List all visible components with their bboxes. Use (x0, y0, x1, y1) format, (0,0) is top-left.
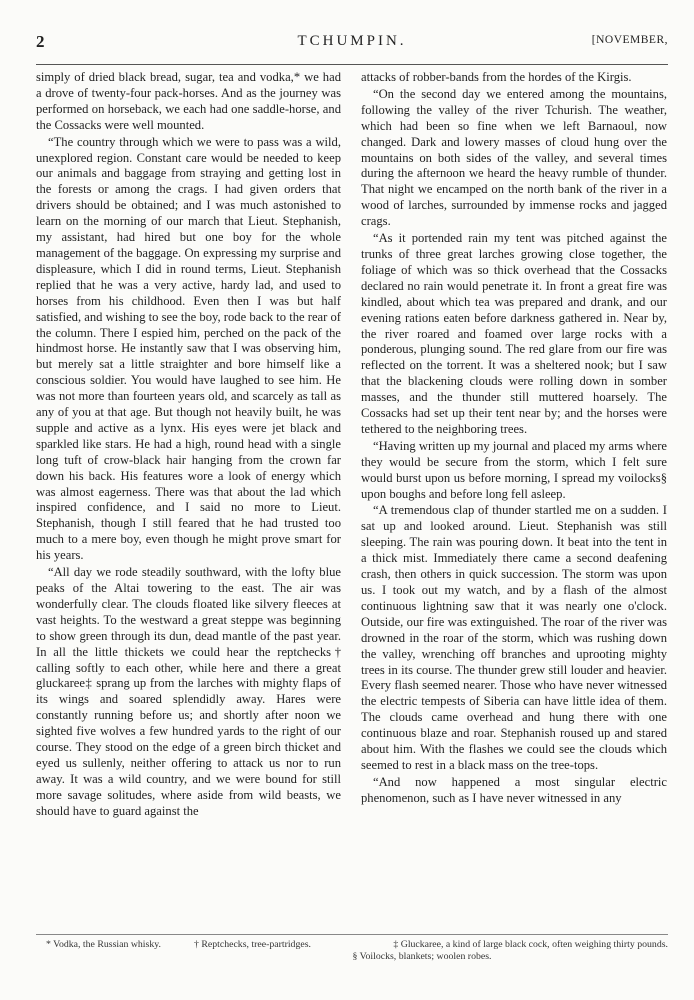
footnotes (36, 939, 668, 963)
paragraph: “And now happened a most singular electric phenomenon, such as I have never witnessed in any (361, 774, 667, 805)
paragraph: “Having written up my journal and placed my arms where they would be secure from the storm, which I felt sure would burst upon us before morning, I spread my voilocks§ upon boughs and before long fell asleep. (361, 438, 667, 501)
paragraph: “A tremendous clap of thunder startled me on a sudden. I sat up and looked around. Lieut. Stephanish was still sleeping. The rain was pouring down. It beat into the tent in a thick mist. Immediately there came a second deafening crash, then others in quick succession. The storm was upon us. I took out my watch, and by a flash of the almost continuous lightning saw that it was nearly one o'clock. Outside, our fire was extinguished. The roar of the river was drowned in the roar of the storm, which was rushing down the valley, wrenching off branches and uprooting mighty trees in its course. The thunder grew still louder and heavier. Every flash seemed nearer. Those who have never witnessed the electric tempests of Siberia can have little idea of them. The clouds came overhead and hung there with one continuous blaze and roar. Stephanish roused up and stared about him. With the flashes we could see the clouds which seemed to rest in a black mass on the tree-tops. (361, 503, 667, 772)
footnote-reptchecks: † Reptchecks, tree-partridges. (194, 939, 311, 950)
footnote-gluckaree: ‡ Gluckaree, a kind of large black cock, often weighing thirty pounds. (393, 939, 668, 950)
page-number: 2 (36, 32, 45, 51)
left-column (36, 70, 341, 821)
footnote-rule (36, 934, 668, 935)
paragraph: attacks of robber-bands from the hordes of the Kirgis. (361, 70, 632, 84)
page-header (36, 32, 668, 54)
paragraph: “All day we rode steadily southward, with the lofty blue peaks of the Altai towering to the east. The air was wonderfully clear. The clouds floated like silvery fleeces at vast heights. To the westward a great steppe was beginning to show green through its dun, dead mantle of the past year. In all the little thickets we could hear the reptchecks† calling softly to each other, while here and there a great gluckaree‡ sprang up from the larches with mighty flaps of its wings and soared splendidly away. Hares were constantly running before us; and shortly after noon we sighted five wolves a few hundred yards to the right of our course. They stood on the edge of a green birch thicket and eyed us sullenly, neither offering to attack us nor to run away. It was a wild country, and we were bound for still more savage solitudes, where aside from wild beasts, we should have to guard against the (36, 565, 341, 818)
header-rule (36, 64, 668, 65)
paragraph: “On the second day we entered among the mountains, following the valley of the river Tchurish. The weather, which had been so fine when we left Barnaoul, now changed. Dark and lowery masses of cloud hung over the mountains on both sides of the valley, and several times during the afternoon we heard the heavy rumble of thunder. That night we encamped on the north bank of the river in a wood of larches, surrounded by immense rocks and jagged crags. (361, 86, 667, 229)
paragraph: simply of dried black bread, sugar, tea and vodka,* we had a drove of twenty-four pack-horses. And as the journey was performed on horseback, we each had one saddle-horse, and the Cossacks were well mounted. (36, 70, 341, 132)
footnote-voilocks: § Voilocks, blankets; woolen robes. (352, 951, 492, 962)
running-title: TCHUMPIN. (297, 33, 407, 49)
footnote-vodka: * Vodka, the Russian whisky. (46, 939, 161, 950)
right-column (361, 70, 667, 808)
paragraph: “As it portended rain my tent was pitched against the trunks of three great larches growing close together, the foliage of which was so thick overhead that the Cossacks declared no rain would penetrate it. In front a great fire was kindled, about which tea was prepared and drank, and our evening rations eaten before darkness gathered in. Near by, the river roared and foamed over large rocks with a ponderous, plunging sound. The red glare from our fire was reflected on the torrent. It was a sheltered nook; but I saw that the blackening clouds were rolling down in somber masses, and the thunder still muttered hoarsely. The Cossacks had set up their tent near by; and the horses were tethered to the neighboring trees. (361, 231, 667, 436)
paragraph: “The country through which we were to pass was a wild, unexplored region. Constant care would be needed to keep our animals and baggage from straying and getting lost in the forests or among the crags. I had given orders that drivers should be obtained; and I was much astonished to learn on the morning of our march that Lieut. Stephanish, my assistant, had hired but one boy for the whole management of the baggage. On expressing my surprise and displeasure, which I did in round terms, Lieut. Stephanish replied that he was a very active, hardy lad, and used to horses from his childhood. Even then I was but half satisfied, and wishing to see the boy, rode back to the rear of the column. There I espied him, perched on the pack of the hindmost horse. He instantly saw that I was observing him, but merely sat a little straighter and bore himself like a conscious soldier. You would have laughed to see him. He was not more than fourteen years old, and scarcely as tall as any of you at that age. But though not heavily built, he was supple and active as a lynx. His eyes were jet black and sparkled like stars. He had a high, round head with a single long tuft of crow-black hair hanging from the crown far down his back. His features wore a look of energy which was almost eagerness. There was that about the lad which inspired confidence, and I said no more to Lieut. Stephanish, though I still feared that he had trusted too much to a mere boy, even though he might prove smart for his years. (36, 134, 341, 563)
issue-label: [NOVEMBER, (591, 34, 668, 46)
